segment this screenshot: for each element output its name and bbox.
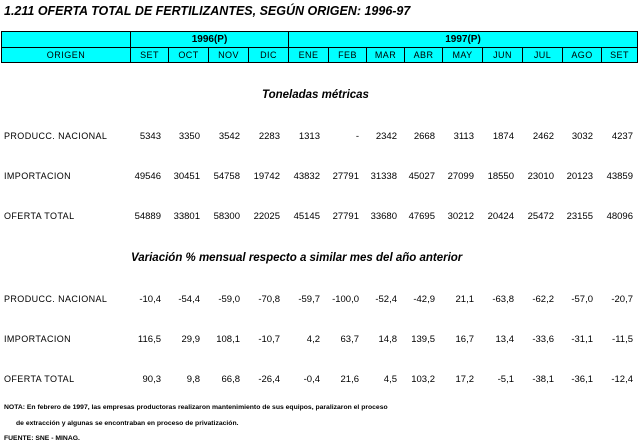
row-label: OFERTA TOTAL bbox=[4, 211, 75, 221]
table-cell: 58300 bbox=[213, 211, 240, 222]
table-cell: 2668 bbox=[413, 131, 435, 142]
source-note: FUENTE: SNE - MINAG. bbox=[4, 435, 80, 442]
table-cell: 29,9 bbox=[181, 334, 200, 345]
table-cell: -54,4 bbox=[178, 294, 200, 305]
table-cell: 18550 bbox=[487, 171, 514, 182]
month-header: ABR bbox=[405, 48, 443, 63]
table-cell: -10,4 bbox=[139, 294, 161, 305]
table-cell: 16,7 bbox=[455, 334, 474, 345]
table-cell: 108,1 bbox=[216, 334, 240, 345]
table-cell: 139,5 bbox=[411, 334, 435, 345]
table-cell: 3032 bbox=[571, 131, 593, 142]
table-cell: 4,2 bbox=[306, 334, 320, 345]
table-cell: -70,8 bbox=[258, 294, 280, 305]
table-cell: 22025 bbox=[253, 211, 280, 222]
table-cell: 21,1 bbox=[455, 294, 474, 305]
table-cell: 54758 bbox=[213, 171, 240, 182]
month-header: MAY bbox=[443, 48, 483, 63]
table-cell: 3350 bbox=[178, 131, 200, 142]
month-header: NOV bbox=[209, 48, 249, 63]
table-cell: 54889 bbox=[134, 211, 161, 222]
table-cell: 47695 bbox=[408, 211, 435, 222]
table-cell: -42,9 bbox=[413, 294, 435, 305]
table-cell: 33680 bbox=[370, 211, 397, 222]
table-cell: 33801 bbox=[173, 211, 200, 222]
table-cell: -10,7 bbox=[258, 334, 280, 345]
table-cell: -38,1 bbox=[532, 374, 554, 385]
table-cell: 30451 bbox=[173, 171, 200, 182]
table-cell: 4237 bbox=[611, 131, 633, 142]
table-cell: -36,1 bbox=[571, 374, 593, 385]
month-header: OCT bbox=[169, 48, 209, 63]
month-header: FEB bbox=[329, 48, 367, 63]
table-cell: 17,2 bbox=[455, 374, 474, 385]
table-cell: -59,7 bbox=[298, 294, 320, 305]
table-cell: 3542 bbox=[218, 131, 240, 142]
table-cell: 14,8 bbox=[378, 334, 397, 345]
table-cell: 31338 bbox=[370, 171, 397, 182]
row-label: IMPORTACION bbox=[4, 334, 72, 344]
month-header: ENE bbox=[289, 48, 329, 63]
table-cell: -63,8 bbox=[492, 294, 514, 305]
table-cell: -33,6 bbox=[532, 334, 554, 345]
table-cell: 63,7 bbox=[340, 334, 359, 345]
table-cell: -31,1 bbox=[571, 334, 593, 345]
table-cell: 5343 bbox=[139, 131, 161, 142]
month-header: AGO bbox=[563, 48, 602, 63]
table-cell: 66,8 bbox=[221, 374, 240, 385]
table-cell: 2283 bbox=[258, 131, 280, 142]
table-cell: -52,4 bbox=[375, 294, 397, 305]
table-cell: 43859 bbox=[606, 171, 633, 182]
table-cell: 19742 bbox=[253, 171, 280, 182]
month-header: SET bbox=[131, 48, 169, 63]
table-cell: -11,5 bbox=[612, 334, 633, 345]
table-cell: 45145 bbox=[293, 211, 320, 222]
table-cell: -20,7 bbox=[611, 294, 633, 305]
table-cell: 27099 bbox=[447, 171, 474, 182]
table-cell: -59,0 bbox=[218, 294, 240, 305]
table-cell: -12,4 bbox=[611, 374, 633, 385]
section-title-toneladas: Toneladas métricas bbox=[262, 89, 369, 101]
table-cell: 90,3 bbox=[142, 374, 161, 385]
table-cell: 9,8 bbox=[186, 374, 200, 385]
table-cell: -100,0 bbox=[332, 294, 359, 305]
table-cell: -0,4 bbox=[303, 374, 320, 385]
table-cell: 27791 bbox=[332, 211, 359, 222]
origen-header: ORIGEN bbox=[2, 48, 131, 63]
page-title: 1.211 OFERTA TOTAL DE FERTILIZANTES, SEGÚN ORIGEN: 1996-97 bbox=[4, 4, 411, 18]
table-cell: 43832 bbox=[293, 171, 320, 182]
month-header: SET bbox=[602, 48, 638, 63]
table-cell: 23010 bbox=[527, 171, 554, 182]
table-cell: 2342 bbox=[375, 131, 397, 142]
table-cell: 45027 bbox=[408, 171, 435, 182]
row-label: PRODUCC. NACIONAL bbox=[4, 294, 108, 304]
table-cell: -62,2 bbox=[532, 294, 554, 305]
table-cell: 27791 bbox=[332, 171, 359, 182]
table-cell: 49546 bbox=[134, 171, 161, 182]
month-header: JUN bbox=[483, 48, 523, 63]
table-cell: 3113 bbox=[453, 131, 474, 142]
table-cell: 13,4 bbox=[495, 334, 514, 345]
table-cell: 4,5 bbox=[383, 374, 397, 385]
column-header bbox=[1, 31, 638, 63]
table-cell: 1874 bbox=[492, 131, 514, 142]
table-cell: -5,1 bbox=[497, 374, 514, 385]
table-cell: 23155 bbox=[566, 211, 593, 222]
table-cell: 2462 bbox=[532, 131, 554, 142]
table-cell: 20424 bbox=[487, 211, 514, 222]
year-1996-header: 1996(P) bbox=[131, 32, 289, 48]
table-cell: 48096 bbox=[606, 211, 633, 222]
table-cell: 25472 bbox=[527, 211, 554, 222]
month-header: MAR bbox=[367, 48, 405, 63]
table-cell: 20123 bbox=[566, 171, 593, 182]
row-label: OFERTA TOTAL bbox=[4, 374, 75, 384]
header-blank bbox=[2, 32, 131, 48]
section-title-variacion: Variación % mensual respecto a similar mes del año anterior bbox=[131, 252, 463, 264]
row-label: IMPORTACION bbox=[4, 171, 72, 181]
table-cell: 21,6 bbox=[340, 374, 359, 385]
month-header: JUL bbox=[523, 48, 563, 63]
table-cell: -57,0 bbox=[571, 294, 593, 305]
note-line-1: NOTA: En febrero de 1997, las empresas productoras realizaron mantenimiento de sus equipos, paralizaron el proceso bbox=[4, 404, 388, 411]
table-cell: 30212 bbox=[447, 211, 474, 222]
note-line-2: de extracción y algunas se encontraban en proceso de privatización. bbox=[16, 420, 239, 427]
row-label: PRODUCC. NACIONAL bbox=[4, 131, 108, 141]
table-cell: - bbox=[355, 131, 359, 142]
month-header: DIC bbox=[249, 48, 289, 63]
table-cell: 1313 bbox=[298, 131, 320, 142]
table-cell: 103,2 bbox=[411, 374, 435, 385]
table-cell: 116,5 bbox=[137, 334, 161, 345]
year-1997-header: 1997(P) bbox=[289, 32, 638, 48]
table-cell: -26,4 bbox=[258, 374, 280, 385]
